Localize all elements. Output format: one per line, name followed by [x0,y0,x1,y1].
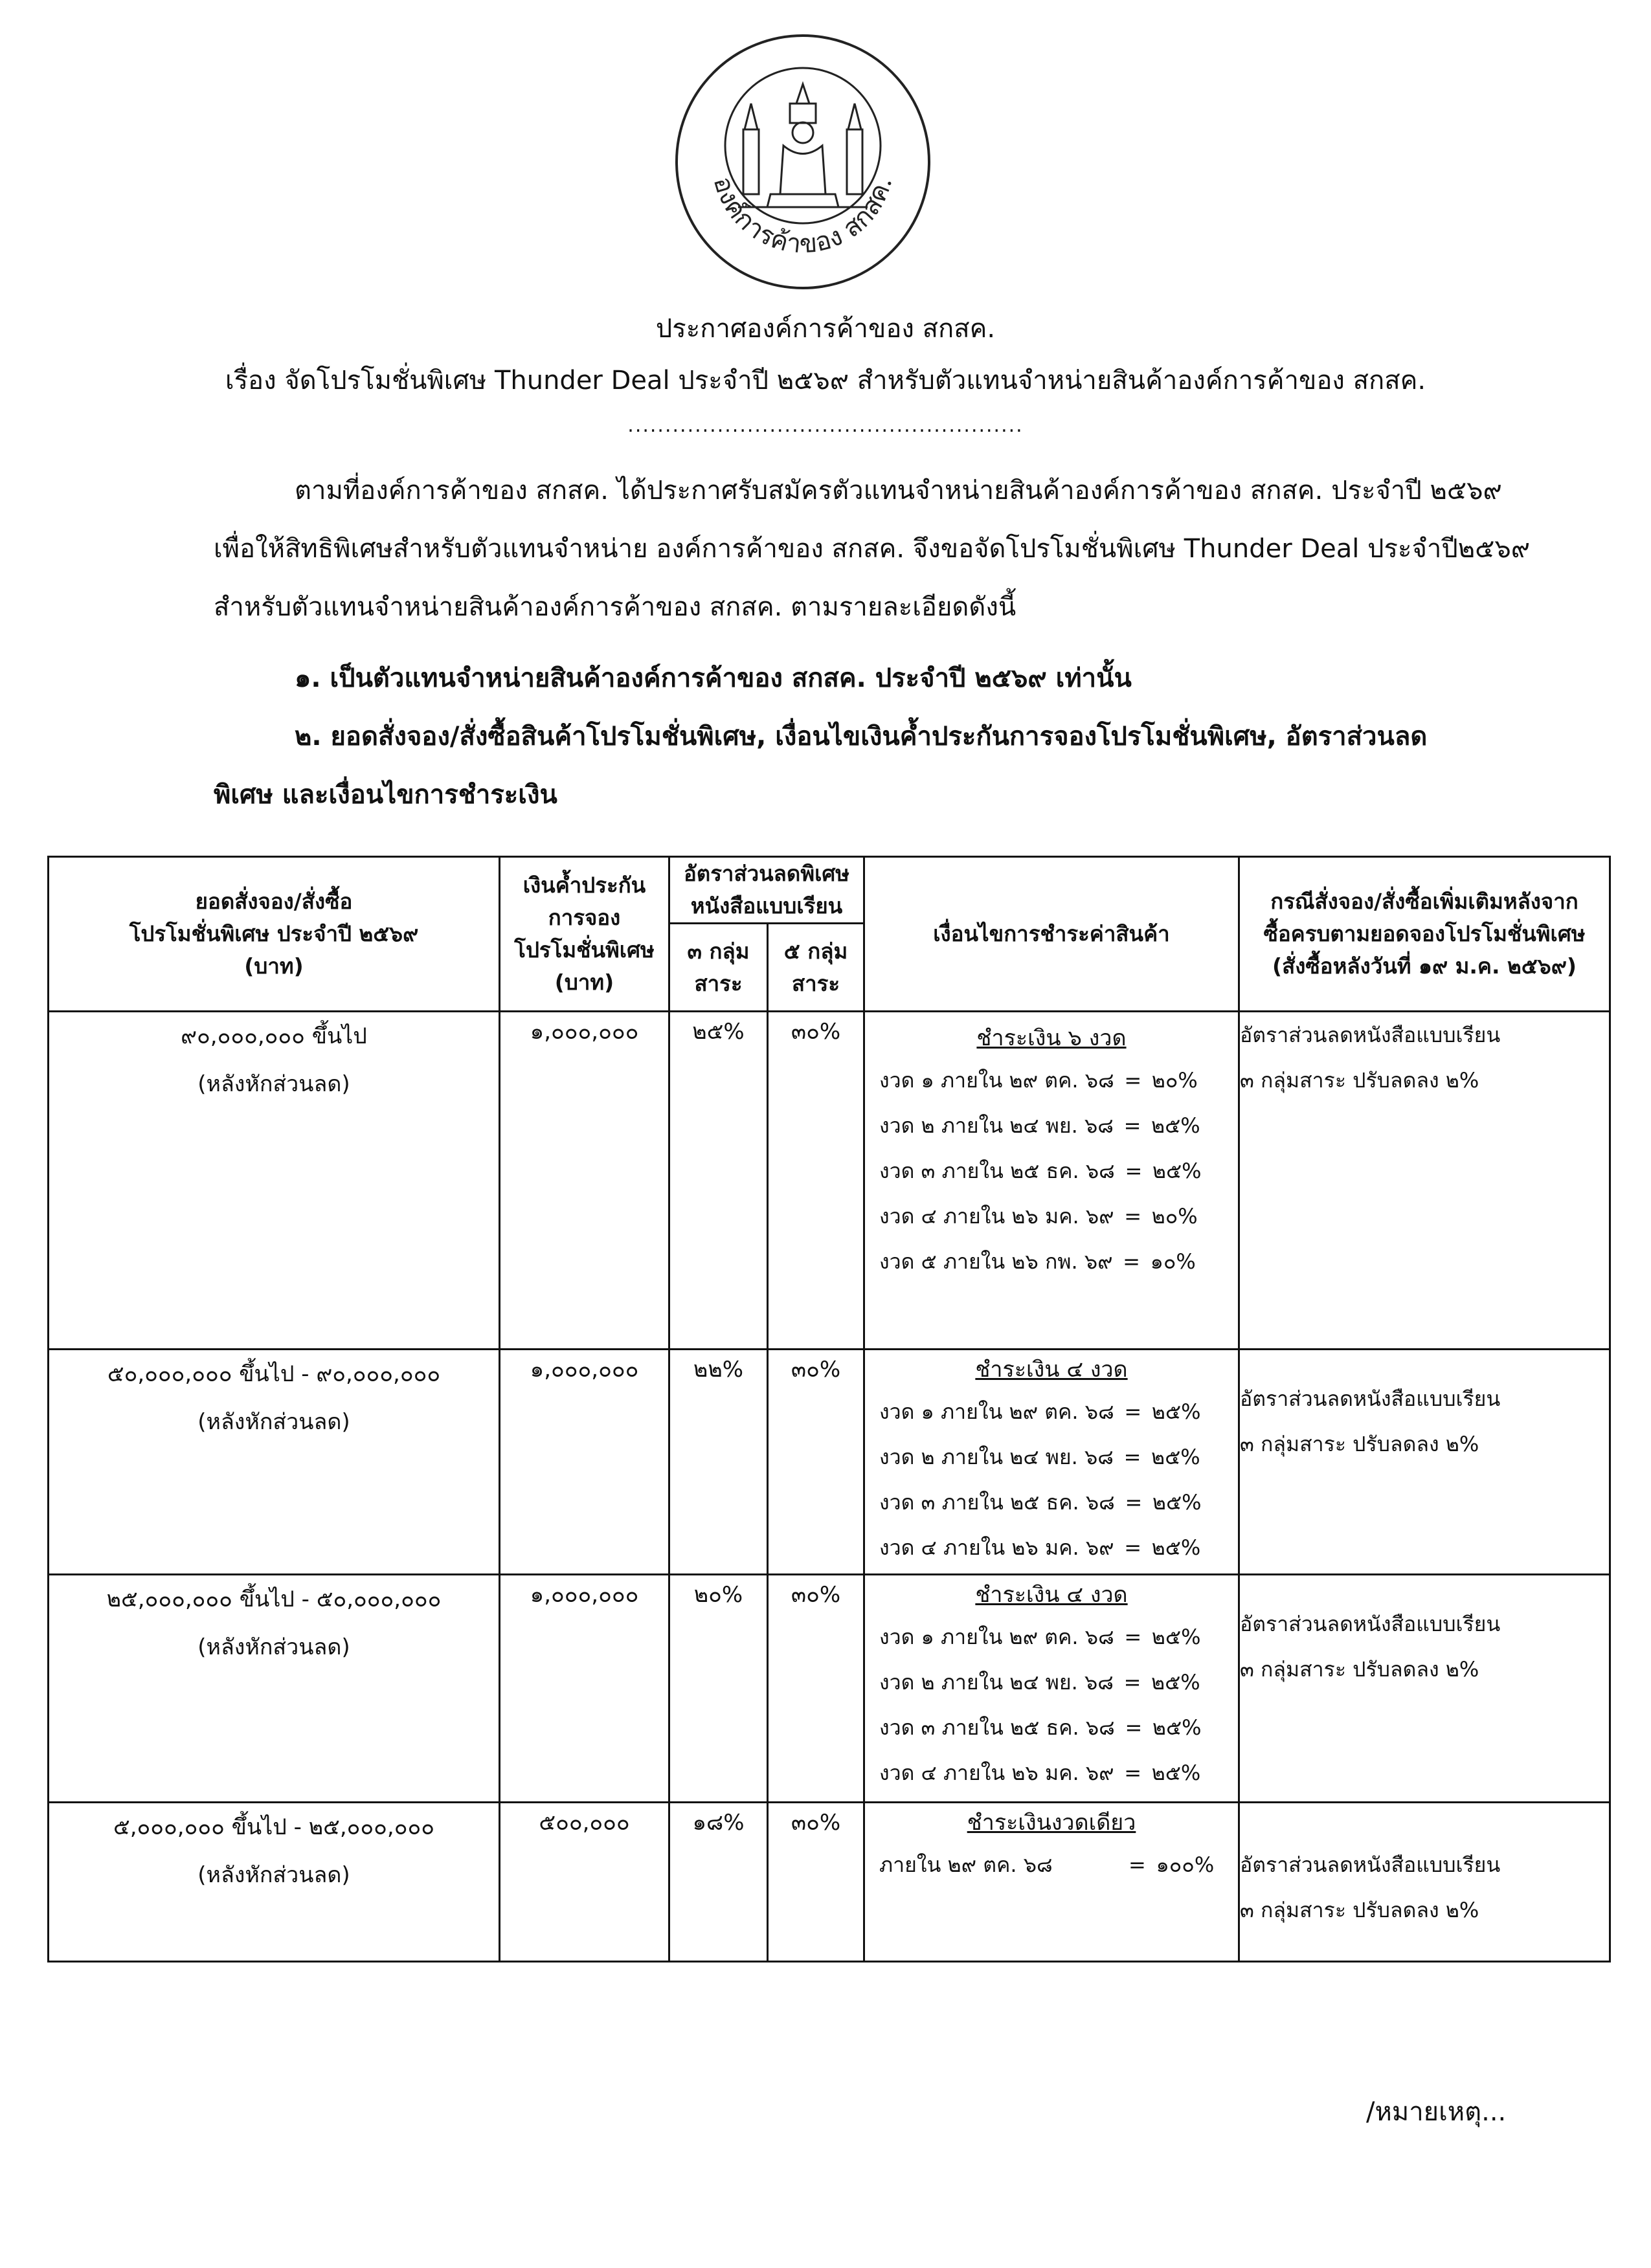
group3-cell: ๒๐% [669,1575,768,1803]
table-row [49,1803,1610,1962]
payment-cell: ชำระเงิน ๖ งวด งวด ๑ ภายใน ๒๙ ตค. ๖๘ = ๒๐% งวด ๒ ภายใน ๒๔ พย. ๖๘ = ๒๕% งวด ๓ ภายใน ๒๕ ธค. ๖๘ = ๒๕% งวด ๔ ภายใน ๒๖ มค. ๖๙ = ๒๐% งวด ๕ ภายใน ๒๖ กพ. ๖๙ = ๑๐% [864,1012,1239,1350]
item-2-line-1: ๒. ยอดสั่งจอง/สั่งซื้อสินค้าโปรโมชั่นพิเศษ, เงื่อนไขเงินค้ำประกันการจองโปรโมชั่นพิเศษ, อัตราส่วนลด [295,722,1428,751]
footer-continued-note: /หมายเหตุ... [1366,2097,1507,2127]
amount-cell: ๕๐,๐๐๐,๐๐๐ ขึ้นไป - ๙๐,๐๐๐,๐๐๐ (หลังหักส่วนลด) [49,1350,500,1575]
group5-cell: ๓๐% [768,1575,864,1803]
item-1: ๑. เป็นตัวแทนจำหน่ายสินค้าองค์การค้าของ สกสค. ประจำปี ๒๕๖๙ เท่านั้น [295,663,1132,693]
announcement-subject: เรื่อง จัดโปรโมชั่นพิเศษ Thunder Deal ประจำปี ๒๕๖๙ สำหรับตัวแทนจำหน่ายสินค้าองค์การค้าของ สกสค. [225,366,1426,395]
deposit-cell: ๑,๐๐๐,๐๐๐ [500,1575,669,1803]
header-group-3: ๓ กลุ่ม สาระ [669,924,768,1012]
table-row [49,1012,1610,1350]
organization-seal [673,32,932,291]
group3-cell: ๑๘% [669,1803,768,1962]
table-row [49,1350,1610,1575]
intro-line-1: ตามที่องค์การค้าของ สกสค. ได้ประกาศรับสมัครตัวแทนจำหน่ายสินค้าองค์การค้าของ สกสค. ประจำปี ๒๕๖๙ [295,476,1502,506]
header-extra-order: กรณีสั่งจอง/สั่งซื้อเพิ่มเติมหลังจาก ซื้อครบตามยอดจองโปรโมชั่นพิเศษ (สั่งซื้อหลังวันที่ ๑๙ ม.ค. ๒๕๖๙) [1239,857,1610,1012]
header-group-5: ๕ กลุ่ม สาระ [768,924,864,1012]
deposit-cell: ๕๐๐,๐๐๐ [500,1803,669,1962]
payment-cell: ชำระเงิน ๔ งวด งวด ๑ ภายใน ๒๙ ตค. ๖๘ = ๒๕% งวด ๒ ภายใน ๒๔ พย. ๖๘ = ๒๕% งวด ๓ ภายใน ๒๕ ธค. ๖๘ = ๒๕% งวด ๔ ภายใน ๒๖ มค. ๖๙ = ๒๕% [864,1350,1239,1575]
payment-cell: ชำระเงิน ๔ งวด งวด ๑ ภายใน ๒๙ ตค. ๖๘ = ๒๕% งวด ๒ ภายใน ๒๔ พย. ๖๘ = ๒๕% งวด ๓ ภายใน ๒๕ ธค. ๖๘ = ๒๕% งวด ๔ ภายใน ๒๖ มค. ๖๙ = ๒๕% [864,1575,1239,1803]
group5-cell: ๓๐% [768,1350,864,1575]
group3-cell: ๒๒% [669,1350,768,1575]
payment-cell: ชำระเงินงวดเดียว ภายใน ๒๙ ตค. ๖๘ = ๑๐๐% [864,1803,1239,1962]
intro-line-2: เพื่อให้สิทธิพิเศษสำหรับตัวแทนจำหน่าย องค์การค้าของ สกสค. จึงขอจัดโปรโมชั่นพิเศษ Thunder Deal ประจำปี๒๕๖๙ [214,534,1531,564]
header-payment: เงื่อนไขการชำระค่าสินค้า [864,857,1239,1012]
amount-cell: ๕,๐๐๐,๐๐๐ ขึ้นไป - ๒๕,๐๐๐,๐๐๐ (หลังหักส่วนลด) [49,1803,500,1962]
group5-cell: ๓๐% [768,1803,864,1962]
header-amount: ยอดสั่งจอง/สั่งซื้อ โปรโมชั่นพิเศษ ประจำปี ๒๕๖๙ (บาท) [49,857,500,1012]
table-row [49,1575,1610,1803]
promotion-table [47,856,1611,1962]
group5-cell: ๓๐% [768,1012,864,1350]
header-discount: อัตราส่วนลดพิเศษ หนังสือแบบเรียน [669,857,864,924]
extra-order-cell: อัตราส่วนลดหนังสือแบบเรียน ๓ กลุ่มสาระ ปรับลดลง ๒% [1239,1803,1610,1962]
group3-cell: ๒๕% [669,1012,768,1350]
amount-cell: ๙๐,๐๐๐,๐๐๐ ขึ้นไป (หลังหักส่วนลด) [49,1012,500,1350]
extra-order-cell: อัตราส่วนลดหนังสือแบบเรียน ๓ กลุ่มสาระ ปรับลดลง ๒% [1239,1350,1610,1575]
seal-text: องค์การค้าของ สกสค. [707,173,899,260]
amount-cell: ๒๕,๐๐๐,๐๐๐ ขึ้นไป - ๕๐,๐๐๐,๐๐๐ (หลังหักส่วนลด) [49,1575,500,1803]
extra-order-cell: อัตราส่วนลดหนังสือแบบเรียน ๓ กลุ่มสาระ ปรับลดลง ๒% [1239,1012,1610,1350]
svg-text:องค์การค้าของ สกสค. [708,173,898,260]
item-2-line-2: พิเศษ และเงื่อนไขการชำระเงิน [214,780,557,810]
extra-order-cell: อัตราส่วนลดหนังสือแบบเรียน ๓ กลุ่มสาระ ปรับลดลง ๒% [1239,1575,1610,1803]
header-deposit: เงินค้ำประกัน การจอง โปรโมชั่นพิเศษ (บาท) [500,857,669,1012]
deposit-cell: ๑,๐๐๐,๐๐๐ [500,1350,669,1575]
separator-dots: ..................................................... [627,414,1024,437]
deposit-cell: ๑,๐๐๐,๐๐๐ [500,1012,669,1350]
intro-line-3: สำหรับตัวแทนจำหน่ายสินค้าองค์การค้าของ สกสค. ตามรายละเอียดดังนี้ [214,592,1016,622]
announcement-title: ประกาศองค์การค้าของ สกสค. [655,314,996,344]
